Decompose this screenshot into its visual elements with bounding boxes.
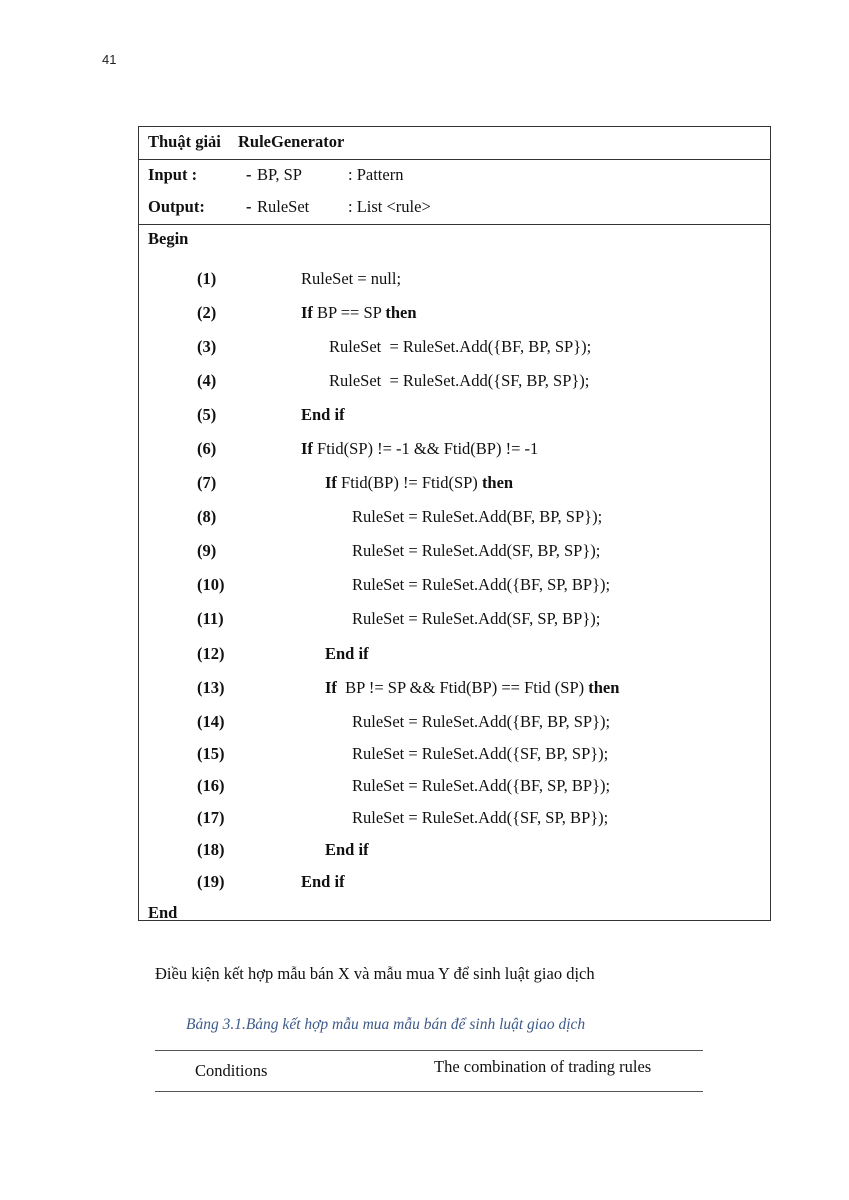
line-code [352,541,600,561]
line-number: (6) [197,439,217,458]
algorithm-line [139,371,770,393]
code-keyword: End if [301,405,345,424]
table-header-combination: The combination of trading rules [434,1057,652,1076]
line-code [329,371,589,391]
line-code [301,269,401,289]
code-text: RuleSet = RuleSet.Add({BF, SP, BP}); [352,776,611,795]
algorithm-line [139,712,770,734]
line-number: (2) [197,303,217,322]
algorithm-line [139,439,770,461]
code-keyword: then [385,303,417,322]
code-text: RuleSet = RuleSet.Add({BF, BP, SP}); [329,337,592,356]
algorithm-line [139,473,770,495]
code-keyword: End if [325,840,369,859]
table-top-rule [155,1050,703,1051]
line-code [329,337,591,357]
algorithm-io-row [139,160,770,225]
output-dash: - [246,197,256,216]
line-number: (8) [197,507,217,526]
line-code [301,872,345,892]
line-number: (11) [197,609,224,628]
line-number: (10) [197,575,225,594]
line-code [301,405,345,425]
table-header-conditions: Conditions [195,1061,268,1080]
table-header-rule [155,1091,703,1092]
algorithm-line [139,303,770,325]
algorithm-line [139,808,770,830]
line-number: (9) [197,541,217,560]
code-text: RuleSet = RuleSet.Add({SF, BP, SP}); [329,371,590,390]
code-keyword: If [301,439,313,458]
algorithm-line [139,507,770,529]
output-params: RuleSet [257,197,310,216]
line-number: (7) [197,473,217,492]
line-number: (16) [197,776,225,795]
code-text: BP != SP && Ftid(BP) == Ftid (SP) [336,678,589,697]
code-text: RuleSet = RuleSet.Add({SF, SP, BP}); [352,808,609,827]
line-code [301,439,538,459]
input-label: Input : [148,165,198,184]
code-keyword: If [301,303,313,322]
code-text: Ftid(SP) != -1 && Ftid(BP) != -1 [312,439,539,458]
line-code [325,840,369,860]
code-keyword: then [481,473,514,492]
code-text: RuleSet = RuleSet.Add({BF, SP, BP}); [352,575,611,594]
code-keyword: End if [325,644,369,663]
line-code [325,473,513,493]
line-code [352,744,608,764]
output-label: Output: [148,197,205,216]
line-code [352,575,610,595]
line-number: (12) [197,644,225,663]
algorithm-line [139,840,770,862]
algorithm-box [138,126,771,921]
algorithm-line [139,872,770,894]
algorithm-title-label: Thuật giải [148,132,221,151]
line-code [352,712,610,732]
code-keyword: If [325,473,337,492]
code-text: Ftid(BP) != Ftid(SP) [336,473,482,492]
line-number: (5) [197,405,217,424]
line-number: (17) [197,808,225,827]
line-number: (13) [197,678,225,697]
line-number: (3) [197,337,217,356]
algorithm-line [139,744,770,766]
algorithm-title-name: RuleGenerator [238,132,345,151]
begin-keyword: Begin [148,229,189,248]
line-code [352,808,608,828]
code-text: RuleSet = null; [301,269,402,288]
body-paragraph: Điều kiện kết hợp mẫu bán X và mẫu mua Y để sinh luật giao dịch [155,964,595,983]
code-text: RuleSet = RuleSet.Add({SF, BP, SP}); [352,744,609,763]
algorithm-line [139,609,770,631]
input-type: : Pattern [348,165,404,184]
code-keyword: End if [301,872,345,891]
line-number: (19) [197,872,225,891]
algorithm-line [139,776,770,798]
code-keyword: then [588,678,620,697]
algorithm-line [139,644,770,666]
algorithm-line [139,269,770,291]
line-number: (4) [197,371,217,390]
algorithm-line [139,337,770,359]
line-number: (18) [197,840,225,859]
line-code [352,609,600,629]
line-code [352,507,602,527]
line-code [325,678,619,698]
code-text: RuleSet = RuleSet.Add(BF, BP, SP}); [352,507,603,526]
line-number: (1) [197,269,217,288]
algorithm-line [139,575,770,597]
output-type: : List <rule> [348,197,431,216]
input-dash: - [246,165,256,184]
line-code [325,644,369,664]
code-text: BP == SP [312,303,386,322]
algorithm-line [139,541,770,563]
line-number: (15) [197,744,225,763]
line-code [301,303,417,323]
input-params: BP, SP [257,165,302,184]
end-keyword: End [148,903,178,922]
algorithm-line [139,405,770,427]
code-text: RuleSet = RuleSet.Add(SF, BP, SP}); [352,541,601,560]
code-keyword: If [325,678,337,697]
algorithm-title-row [139,127,770,160]
algorithm-line [139,678,770,700]
line-code [352,776,610,796]
code-text: RuleSet = RuleSet.Add(SF, SP, BP}); [352,609,601,628]
line-number: (14) [197,712,225,731]
page-number: 41 [102,52,117,67]
code-text: RuleSet = RuleSet.Add({BF, BP, SP}); [352,712,611,731]
table-caption: Bảng 3.1.Bảng kết hợp mẫu mua mẫu bán để sinh luật giao dịch [186,1016,586,1033]
